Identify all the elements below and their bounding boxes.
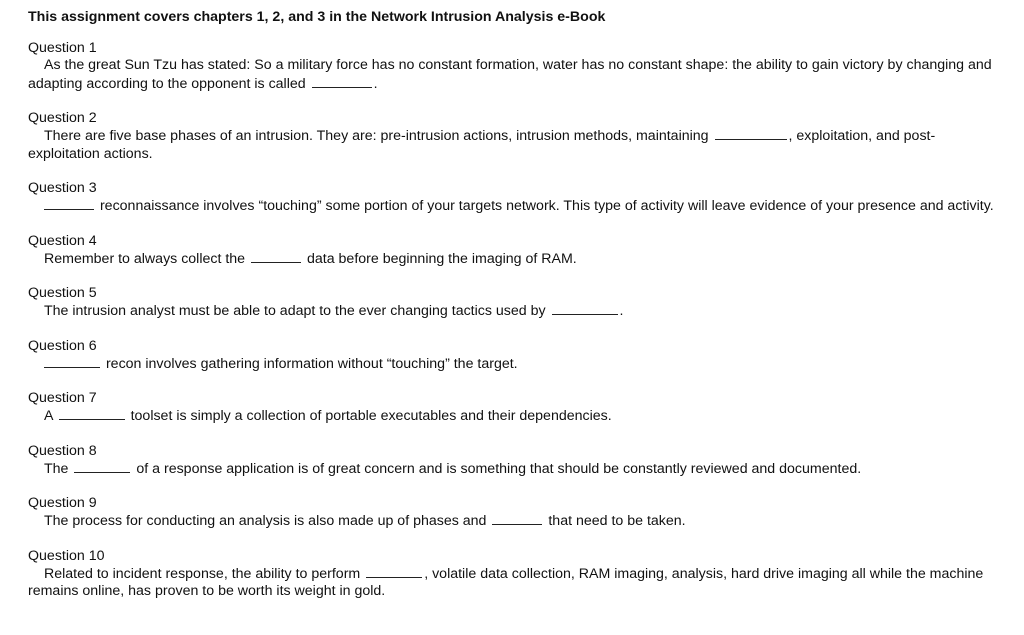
- assignment-heading: This assignment covers chapters 1, 2, and 3 in the Network Intrusion Analysis e-Book: [28, 9, 606, 25]
- question-text-before: The intrusion analyst must be able to adapt to the ever changing tactics used by: [44, 303, 546, 319]
- question-label: Question 3: [28, 180, 97, 196]
- question-label: Question 9: [28, 495, 97, 511]
- question-text: [28, 460, 1003, 479]
- question-5: [28, 285, 1003, 321]
- answer-blank[interactable]: [59, 407, 125, 420]
- question-text: [28, 407, 1003, 426]
- question-text-before: The process for conducting an analysis is also made up of phases and: [44, 513, 487, 529]
- answer-blank[interactable]: [44, 355, 100, 368]
- question-label: Question 4: [28, 232, 97, 249]
- question-4: [28, 233, 1003, 269]
- question-text-before: Remember to always collect the: [44, 250, 246, 267]
- question-2: [28, 110, 1003, 163]
- question-label: Question 10: [28, 547, 105, 564]
- answer-blank[interactable]: [552, 302, 618, 315]
- question-text-before: A: [44, 408, 53, 424]
- question-label: Question 1: [28, 40, 97, 56]
- question-text-after: .: [619, 303, 624, 319]
- answer-blank[interactable]: [44, 197, 94, 210]
- question-text-before: The: [44, 460, 69, 477]
- question-9: [28, 495, 1003, 531]
- question-label: Question 6: [28, 337, 97, 354]
- question-text-after: that need to be taken.: [548, 513, 686, 529]
- question-text: [28, 302, 1003, 321]
- question-text: [28, 127, 1003, 163]
- question-text-after: .: [373, 75, 378, 92]
- question-6: [28, 338, 1003, 374]
- question-1: [28, 40, 1003, 93]
- question-text-after: of a response application is of great concern and is something that should be constantly reviewed and documented.: [136, 460, 862, 477]
- question-text-after: toolset is simply a collection of portable executables and their dependencies.: [130, 408, 612, 424]
- question-text: [28, 512, 1003, 531]
- question-text-before: As the great Sun Tzu has stated: So a military force has no constant formation, water has no constant shape: the ability to gain victory by changing and adapting according to the opponent is called: [28, 57, 992, 92]
- question-10: [28, 548, 1003, 601]
- question-text-after: , exploitation, and post-exploitation actions.: [28, 128, 936, 162]
- question-text: [28, 57, 1003, 93]
- question-text-after: reconnaissance involves “touching” some portion of your targets network. This type of activity will leave evidence of your presence and activity.: [99, 198, 994, 214]
- answer-blank[interactable]: [492, 512, 542, 525]
- question-3: [28, 180, 1003, 216]
- question-label: Question 5: [28, 285, 97, 301]
- answer-blank[interactable]: [366, 565, 422, 578]
- question-7: [28, 390, 1003, 426]
- question-text: [28, 565, 1003, 601]
- question-label: Question 7: [28, 390, 97, 406]
- question-text: [28, 250, 1003, 269]
- question-text-before: There are five base phases of an intrusion. They are: pre-intrusion actions, intrusion methods, maintaining: [44, 128, 709, 144]
- answer-blank[interactable]: [715, 127, 787, 140]
- question-text-before: Related to incident response, the ability to perform: [44, 565, 361, 582]
- answer-blank[interactable]: [312, 75, 372, 88]
- question-text-after: , volatile data collection, RAM imaging, analysis, hard drive imaging all while the machine remains online, has proven to be worth its weight in gold.: [28, 565, 984, 599]
- question-label: Question 8: [28, 442, 97, 459]
- answer-blank[interactable]: [251, 250, 301, 263]
- question-8: [28, 443, 1003, 479]
- question-text: [28, 197, 1003, 216]
- question-label: Question 2: [28, 110, 97, 126]
- assignment-page: [28, 8, 1003, 618]
- question-text-after: recon involves gathering information without “touching” the target.: [105, 355, 518, 372]
- question-text: [28, 355, 1003, 374]
- answer-blank[interactable]: [74, 460, 130, 473]
- question-text-after: data before beginning the imaging of RAM.: [306, 250, 577, 267]
